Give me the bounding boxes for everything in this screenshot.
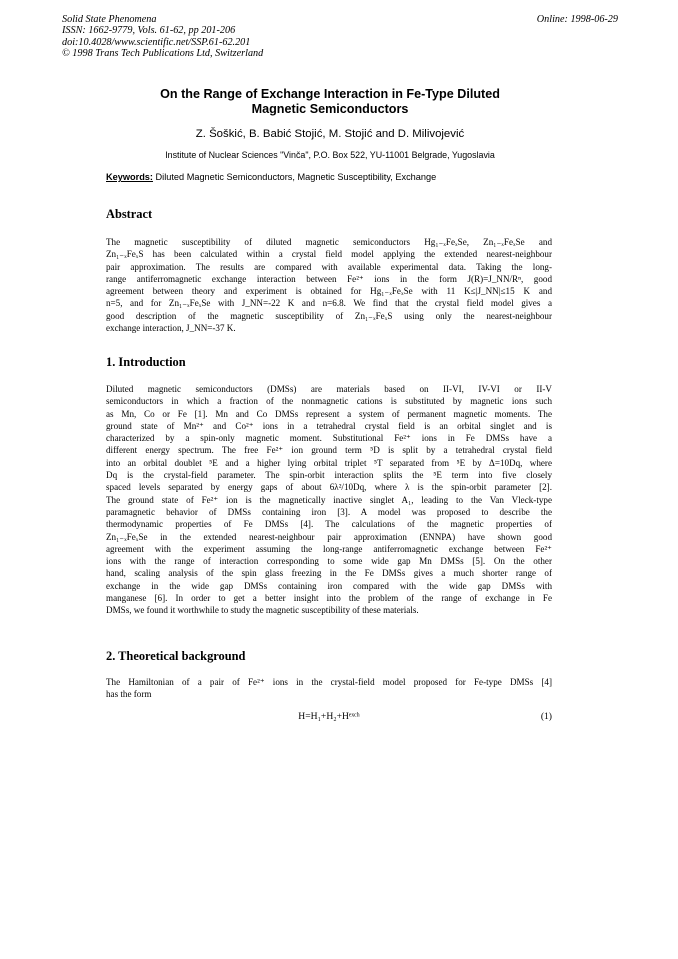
text-line: characterized by a spin-only magnetic moment. Substitutional Fe²⁺ ions in Fe DMSs have a xyxy=(106,433,552,444)
text-line: Zn₁₋ₓFeₓSe in the extended nearest-neighbour pair approximation (ENNPA) have shown good xyxy=(106,531,552,542)
text-line: The magnetic susceptibility of diluted magnetic semiconductors Hg₁₋ₓFeₓSe, Zn₁₋ₓFeₓSe and xyxy=(106,237,552,247)
text-line: DMSs, we found it worthwhile to study the magnetic susceptibility of these materials. xyxy=(106,605,419,616)
introduction-text xyxy=(106,383,552,617)
text-line: paramagnetic behavior of DMSs containing iron [3]. A model was proposed to describe the xyxy=(106,506,552,517)
text-line: different energy spectrum. The free Fe²⁺ ion ground term ⁵D is split by a tetrahedral crystal field xyxy=(106,445,552,456)
abstract-heading: Abstract xyxy=(106,207,153,221)
text-line: pair approximation. The results are compared with available experimental data. Taking the long- xyxy=(106,261,552,272)
text-line: exchange in the wide gap DMSs containing iron compared with the wide gap DMSs with xyxy=(106,580,552,591)
issn-line: ISSN: 1662-9779, Vols. 61-62, pp 201-206 xyxy=(62,25,236,37)
doi-line: doi:10.4028/www.scientific.net/SSP.61-62.201 xyxy=(62,36,251,48)
text-line: into an orbital doublet ⁵E and a higher lying orbital triplet ⁵T separated from ⁵E by Δ=10Dq, where xyxy=(106,457,552,468)
text-line: good description of the magnetic susceptibility of Zn₁₋ₓFeₓS using only the nearest-neighbour xyxy=(106,310,552,321)
text-line: Dq is the crystal-field parameter. The spin-orbit interaction splits the ⁵E term into five closely xyxy=(106,470,552,481)
text-line: The Hamiltonian of a pair of Fe²⁺ ions in the crystal-field model proposed for Fe-type DMSs [4] xyxy=(106,677,552,687)
text-line: hand, scaling analysis of the spin glass freezing in the Fe DMSs gives a much shorter range of xyxy=(106,568,552,579)
online-date: Online: 1998-06-29 xyxy=(536,14,618,25)
title-line: Magnetic Semiconductors xyxy=(251,101,409,116)
paper-title xyxy=(100,87,560,116)
text-line: range antiferromagnetic exchange interaction between Fe²⁺ ions in the form J(R)=J_NN/Rⁿ, good xyxy=(106,273,552,284)
affiliation: Institute of Nuclear Sciences "Vinča", P.O. Box 522, YU-11001 Belgrade, Yugoslavia xyxy=(165,150,495,160)
theory-text xyxy=(106,676,552,701)
authors: Z. Šoškić, B. Babić Stojić, M. Stojić and D. Milivojević xyxy=(195,128,465,140)
text-line: thermodynamic properties of Fe DMSs [4]. The calculations of the magnetic properties of xyxy=(106,519,552,530)
journal-name: Solid State Phenomena xyxy=(62,14,157,25)
text-line: The ground state of Fe²⁺ ion is the magnetically inactive singlet A₁, leading to the Van Vleck-type xyxy=(106,494,552,505)
journal-header xyxy=(62,14,263,59)
copyright-line: © 1998 Trans Tech Publications Ltd, Switzerland xyxy=(62,47,264,59)
keywords xyxy=(106,172,436,182)
theory-heading: 2. Theoretical background xyxy=(106,649,246,663)
abstract-text xyxy=(106,236,552,334)
text-line: n=5, and for Zn₁₋ₓFeₓSe with J_NN=-22 K and n=6.8. We find that the crystal field model gives a xyxy=(106,298,552,309)
text-line: agreement with the experiment assuming the long-range antiferromagnetic exchange between Fe²⁺ xyxy=(106,543,552,554)
text-line: has the form xyxy=(106,689,152,700)
keywords-text: Diluted Magnetic Semiconductors, Magnetic Susceptibility, Exchange xyxy=(152,172,437,182)
text-line: exchange interaction, J_NN=-37 K. xyxy=(106,323,236,334)
text-line: as Mn, Co or Fe [1]. Mn and Co DMSs represent a system of permanent magnetic moments. The xyxy=(106,408,552,419)
equation-number: (1) xyxy=(540,711,552,722)
text-line: Diluted magnetic semiconductors (DMSs) are materials based on II-VI, IV-VI or II-V xyxy=(106,384,552,394)
text-line: Zn₁₋ₓFeₓS has been calculated within a crystal field model applying the extended nearest-neighbour xyxy=(106,249,552,260)
title-line: On the Range of Exchange Interaction in Fe-Type Diluted xyxy=(160,87,500,101)
text-line: spaced levels separated by energy gaps of about 6λ²/10Dq, where λ is the spin-orbit parameter [2]. xyxy=(106,482,552,493)
text-line: manganese [6]. In order to get a better insight into the problem of the range of exchange in Fe xyxy=(106,593,552,604)
introduction-heading: 1. Introduction xyxy=(106,355,186,369)
equation-body: H=H₁+H₂+Hᵉˣᶜʰ xyxy=(298,711,360,722)
keywords-label: Keywords: xyxy=(106,172,153,182)
text-line: semiconductors in which a fraction of the nonmagnetic cations is substituted by magnetic ions such xyxy=(106,396,552,407)
text-line: agreement between theory and experiment is obtained for Hg₁₋ₓFeₓSe with 11 K≤|J_NN|≤15 K and xyxy=(106,286,552,297)
text-line: ions with the range of interaction corresponding to some wide gap Mn DMSs [5]. On the other xyxy=(106,556,552,567)
text-line: ground state of Mn²⁺ and Co²⁺ ions in a tetrahedral crystal field is an orbital singlet and is xyxy=(106,420,552,431)
